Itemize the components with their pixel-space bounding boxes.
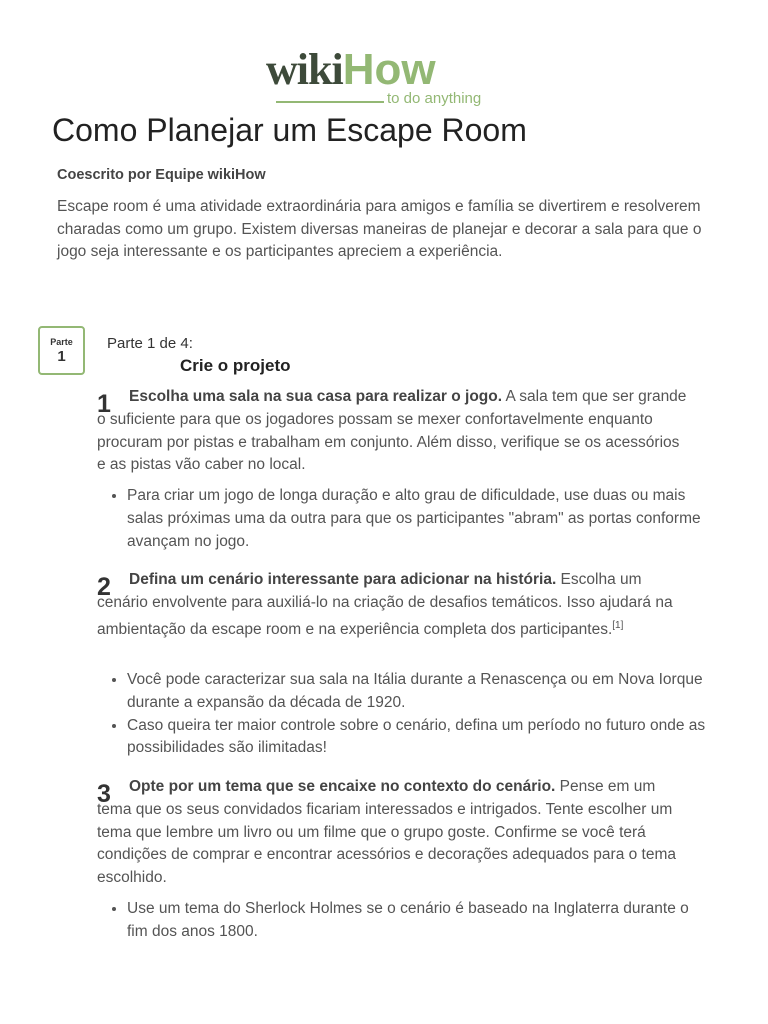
tip-item: • Você pode caracterizar sua sala na Itália durante a Renascença ou em Nova Iorque durante a expansão da década de 1920. [127, 669, 707, 715]
part-badge-number: 1 [57, 348, 66, 365]
step-body: Escolha um cenário envolvente para auxiliá-lo na criação de desafios temáticos. Isso ajudará na ambientação da escape room e na experiência completa dos participantes. [97, 571, 673, 638]
step-text [97, 776, 692, 890]
logo-wordmark [266, 45, 436, 94]
logo-tagline: to do anything [387, 90, 482, 107]
article-title: Como Planejar um Escape Room [52, 112, 527, 148]
step-number: 1 [97, 390, 111, 418]
step-headline: Escolha uma sala na sua casa para realizar o jogo. [129, 388, 503, 405]
step-3 [97, 776, 692, 890]
step-text [97, 386, 692, 477]
coauthor-byline: Coescrito por Equipe wikiHow [57, 167, 266, 183]
article-intro: Escape room é uma atividade extraordinária para amigos e família se divertirem e resolverem charadas como um grupo. Existem diversas maneiras de planejar e decorar a sala para que o jogo seja interessante e os participantes apreciem a experiência. [57, 198, 702, 260]
tip-item: • Caso queira ter maior controle sobre o cenário, defina um período no futuro onde as possibilidades são ilimitadas! [127, 715, 707, 761]
step-headline: Opte por um tema que se encaixe no contexto do cenário. [129, 778, 556, 795]
part-counter: Parte 1 de 4: [107, 335, 193, 352]
part-title: Crie o projeto [180, 356, 291, 375]
step-3-tips [105, 898, 707, 944]
step-number: 2 [97, 573, 111, 601]
part-badge-label: Parte [50, 337, 73, 347]
part-badge [38, 326, 85, 375]
step-1 [97, 386, 692, 477]
step-1-tips [105, 485, 707, 553]
step-2 [97, 569, 692, 642]
step-text [97, 569, 692, 642]
step-number: 3 [97, 780, 111, 808]
step-body: A sala tem que ser grande o suficiente para que os jogadores possam se mexer confortavelmente enquanto procuram por pistas e trabalham em conjunto. Além disso, verifique se os acessórios e as pistas vão caber no local. [97, 388, 687, 474]
step-headline: Defina um cenário interessante para adicionar na história. [129, 571, 557, 588]
wikihow-logo[interactable] [266, 45, 506, 108]
logo-how-text: How [342, 45, 436, 94]
step-body: Pense em um tema que os seus convidados ficariam interessados e intrigados. Tente escolher um tema que lembre um livro ou um filme que o grupo goste. Confirme se você terá condições de comprar e encontrar acessórios e decorações adequados para o tema escolhido. [97, 778, 677, 887]
logo-underline [276, 101, 384, 103]
step-2-tips [105, 669, 707, 760]
logo-wiki-text: wiki [266, 45, 343, 94]
tip-item: • Use um tema do Sherlock Holmes se o cenário é baseado na Inglaterra durante o fim dos anos 1800. [127, 898, 707, 944]
tip-item: • Para criar um jogo de longa duração e alto grau de dificuldade, use duas ou mais salas próximas uma da outra para que os participantes "abram" as portas conforme avançam no jogo. [127, 485, 707, 553]
reference-link[interactable]: [1] [612, 619, 624, 631]
